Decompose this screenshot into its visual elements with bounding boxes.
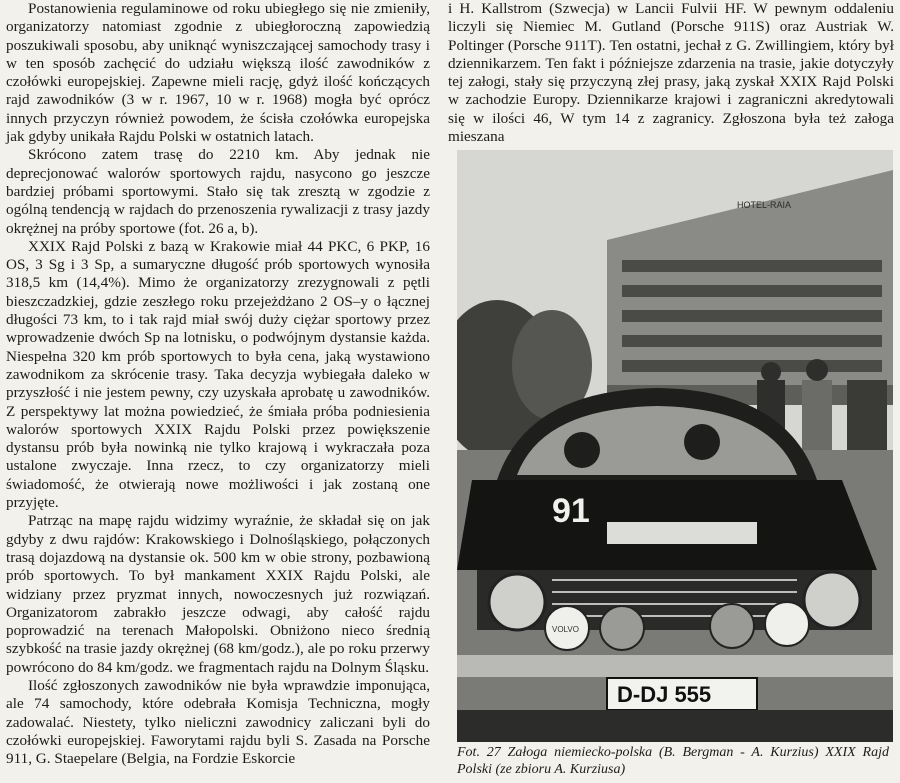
rally-car-illustration [457, 150, 893, 742]
paragraph: Patrząc na mapę rajdu widzimy wyraźnie, że składał się on jak gdyby z dwu rajdów: Krakowskiego i Dolnośląskiego, połączonych trasą dojazdową na dystansie ok. 500 km w obie strony, pozbawioną prób sportowych. To był mankament XXIX Rajdu Polski, ale widziany przez pryzmat innych, nowoczesnych już rozwiązań. Organizatorom zabrakło jeszcze odwagi, aby całość rajdu poprowadzić na terenach Małopolski. Obniżono nieco średnią szybkość na trasie jazdy okrężnej (68 km/godz.), ale po roku przerwy powrócono do 84 km/godz. we fragmentach rajdu na Dolnym Śląsku. [6, 512, 430, 676]
paragraph: Ilość zgłoszonych zawodników nie była wprawdzie imponująca, ale 74 samochody, które odebrała Komisja Techniczna, mogły zadowalać. Niestety, tylko nieliczni zawodnicy zaliczani byli do czołówki europejskiej. Faworytami rajdu byli S. Zasada na Porsche 911, G. Staepelare (Belgia, na Fordzie Eskorcie [6, 676, 430, 768]
paragraph: XXIX Rajd Polski z bazą w Krakowie miał 44 PKC, 6 PKP, 16 OS, 3 Sg i 3 Sp, a sumaryczne długość prób sportowych wynosiła 318,5 km (14,4%). Mimo że organizatorzy zrezygnowali z pętli bieszczadzkiej, gdzie zeszłego roku przejeżdżano 2 OS–y o łącznej długości 73 km, to i tak rajd miał swój duży ciężar sportowy przez wprowadzenie dwóch Sp na lotnisku, o podwójnym dystansie każda. Niespełna 320 km prób sportowych to była cena, jaką wystawiono zawodnikom za skrócenie trasy. Taka decyzja wybiegała daleko w przyszłość i nie jestem pewny, czy uzyskała aprobatę u zawodników. Z perspektywy lat można powiedzieć, że śmiała próba podniesienia walorów sportowych XXIX Rajdu Polski przez powiększenie dystansu prób była nowinką nie tylko krajową i wykraczała poza ustalone zwyczaje. Inna rzecz, to czy organizatorzy mieli świadomość, że otwierają nowe możliwości i jak zostaną one przyjęte. [6, 237, 430, 512]
start-number-text: 91 [552, 492, 590, 530]
rally-car-photo [457, 150, 893, 742]
photo-caption: Fot. 27 Załoga niemiecko-polska (B. Bergman - A. Kurzius) XXIX Rajd Polski (ze zbioru A. Kurziusa) [457, 745, 889, 777]
paragraph: i H. Kallstrom (Szwecja) w Lancii Fulvii HF. W pewnym oddaleniu liczyli się Niemiec M. Gutland (Porsche 911S) oraz Austriak W. Poltinger (Porsche 911T). Ten ostatni, jechał z G. Zwillingiem, który był dziennikarzem. Ten fakt i późniejsze zdarzenia na trasie, jakie dotyczyły tej załogi, stały się przyczyną złej prasy, jaką zyskał XXIX Rajd Polski w zachodzie Europy. Dziennikarze krajowi i zagraniczni akredytowali się w ilości 46, W tym 14 z zagranicy. Zgłoszona była też załoga mieszana [448, 0, 894, 146]
paragraph: Skrócono zatem trasę do 2210 km. Aby jednak nie deprecjonować walorów sportowych rajdu, nasycono go jeszcze bardziej próbami sportowymi. Stało się tak zresztą w zgodzie z ogólną tendencją w rajdach do przenoszenia rywalizacji z trasy jazdy okrężnej na próby sportowe (fot. 26 a, b). [6, 146, 430, 237]
license-plate-text: D-DJ 555 [617, 682, 712, 707]
lamp-badge-text: VOLVO [552, 625, 579, 634]
hotel-sign-text: HOTEL-RAIA [737, 200, 792, 210]
right-text-column [448, 0, 894, 146]
paragraph: Postanowienia regulaminowe od roku ubiegłego się nie zmieniły, organizatorzy natomiast zgodnie z ubiegłoroczną zapowiedzią poszukiwali sposobu, aby uniknąć wyniszczającej samochody trasy i w ten sposób zachęcić do udziału większą ilość zawodników z czołówki europejskiej. Zapewne mieli rację, gdyż ilość kończących rajd zawodników (3 w r. 1967, 10 w r. 1968) mogła być oprócz innych przyczyn również powodem, że ścisła czołówka europejska jak gdyby unikała Rajdu Polski w ostatnich latach. [6, 0, 430, 146]
left-text-column [6, 0, 430, 768]
